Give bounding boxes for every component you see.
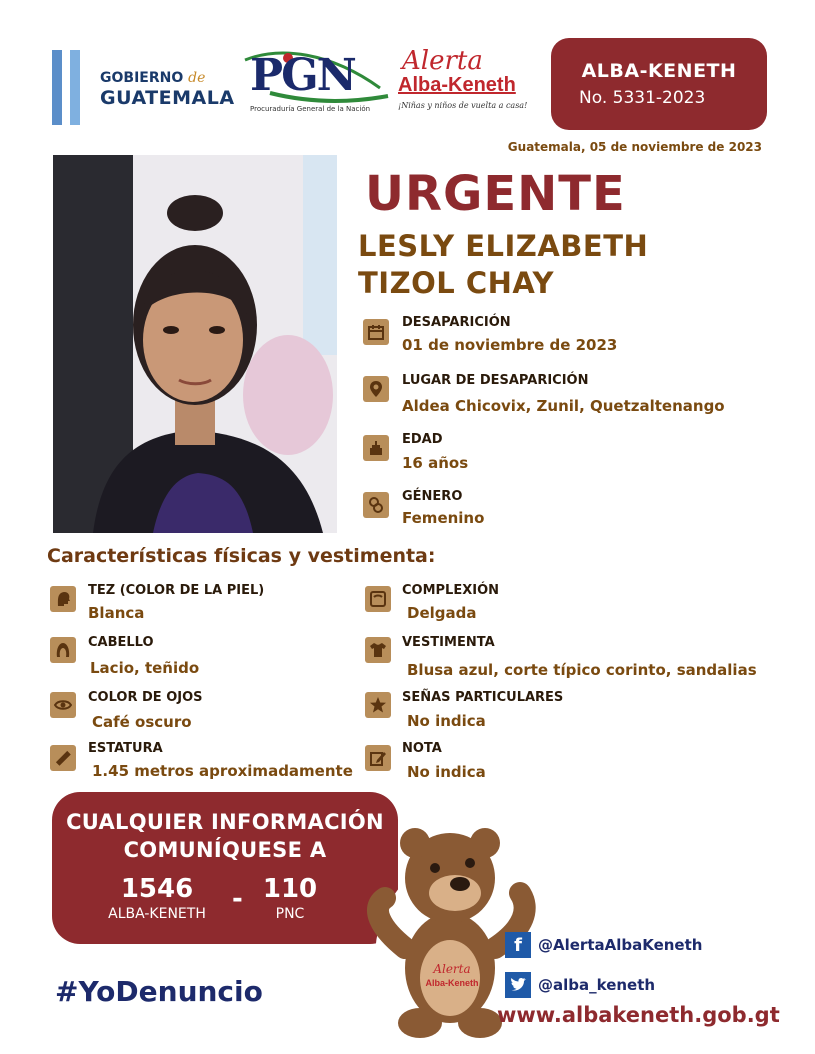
hair-value: Lacio, teñido [90,659,200,677]
person-last-names: TIZOL CHAY [358,266,555,300]
gender-label: GÉNERO [402,489,463,504]
gender-icon [363,492,389,518]
phone-separator: - [232,884,243,914]
facebook-icon[interactable]: f [505,932,531,958]
star-icon [365,692,391,718]
note-value: No indica [407,763,486,781]
pnc-phone-label: PNC [275,906,305,922]
skin-tone-value: Blanca [88,604,145,622]
website-link[interactable]: www.albakeneth.gob.gt [497,1003,780,1027]
gobierno-text [100,70,205,86]
facebook-handle[interactable]: @AlertaAlbaKeneth [538,936,703,954]
age-value: 16 años [402,454,469,472]
build-label: COMPLEXIÓN [402,583,500,598]
urgent-heading: URGENTE [365,166,626,222]
issue-date: Guatemala, 05 de noviembre de 2023 [507,140,762,154]
disappearance-date-value: 01 de noviembre de 2023 [402,336,618,354]
distinguishing-marks-label: SEÑAS PARTICULARES [402,690,564,705]
twitter-icon[interactable] [505,972,531,998]
ruler-icon [50,745,76,771]
logo-bar [52,50,62,125]
case-number-box [551,38,767,130]
gobierno-guatemala-logo [52,50,235,125]
pgn-logo [240,48,390,118]
person-first-names: LESLY ELIZABETH [358,229,649,263]
bear-badge-name: Alba-Keneth [425,978,479,988]
clothing-value: Blusa azul, corte típico corinto, sandalias [407,661,757,679]
head-profile-icon [50,586,76,612]
note-pencil-icon [365,745,391,771]
pgn-subtitle: Procuraduría General de la Nación [250,105,371,113]
hair-label: CABELLO [88,635,154,650]
bear-badge-word: Alerta [433,962,471,976]
gender-value: Femenino [402,509,485,527]
alerta-tagline: ¡Niñas y niños de vuelta a casa! [398,101,528,110]
alerta-word: Alerta [402,46,483,76]
disappearance-place-label: LUGAR DE DESAPARICIÓN [402,373,589,388]
skin-tone-label: TEZ (COLOR DE LA PIEL) [88,583,265,598]
build-value: Delgada [407,604,477,622]
contact-line-2: COMUNÍQUESE A [123,838,327,862]
alba-keneth-word: Alba-Keneth [398,74,516,96]
age-label: EDAD [402,432,443,447]
eye-icon [50,692,76,718]
pnc-phone-number: 110 [262,874,318,904]
case-title: ALBA-KENETH [581,60,737,82]
logo-bar [70,50,80,125]
contact-line-1: CUALQUIER INFORMACIÓN [66,810,384,834]
scale-icon [365,586,391,612]
calendar-icon [363,319,389,345]
guatemala-text: GUATEMALA [100,87,235,109]
characteristics-heading: Características físicas y vestimenta: [47,545,436,567]
cake-icon [363,435,389,461]
eye-color-label: COLOR DE OJOS [88,690,203,705]
distinguishing-marks-value: No indica [407,712,486,730]
height-label: ESTATURA [88,741,163,756]
shirt-icon [365,637,391,663]
height-value: 1.45 metros aproximadamente [92,762,353,780]
location-pin-icon [363,376,389,402]
hashtag: #YoDenuncio [55,975,263,1008]
missing-person-photo [53,155,337,533]
alba-keneth-phone-label: ALBA-KENETH [108,906,206,922]
note-label: NOTA [402,741,442,756]
disappearance-date-label: DESAPARICIÓN [402,315,511,330]
disappearance-place-value: Aldea Chicovix, Zunil, Quetzaltenango [402,397,725,415]
clothing-label: VESTIMENTA [402,635,495,650]
gobierno-word: GOBIERNO [100,70,184,86]
alerta-alba-keneth-logo [396,46,536,116]
hair-icon [50,637,76,663]
contact-info-box [52,792,398,944]
alba-keneth-phone-number: 1546 [120,874,194,904]
pgn-letters: PGN [250,50,355,101]
twitter-handle[interactable]: @alba_keneth [538,976,656,994]
eye-color-value: Café oscuro [92,713,192,731]
case-number: No. 5331-2023 [579,88,706,108]
de-word: de [188,70,206,86]
